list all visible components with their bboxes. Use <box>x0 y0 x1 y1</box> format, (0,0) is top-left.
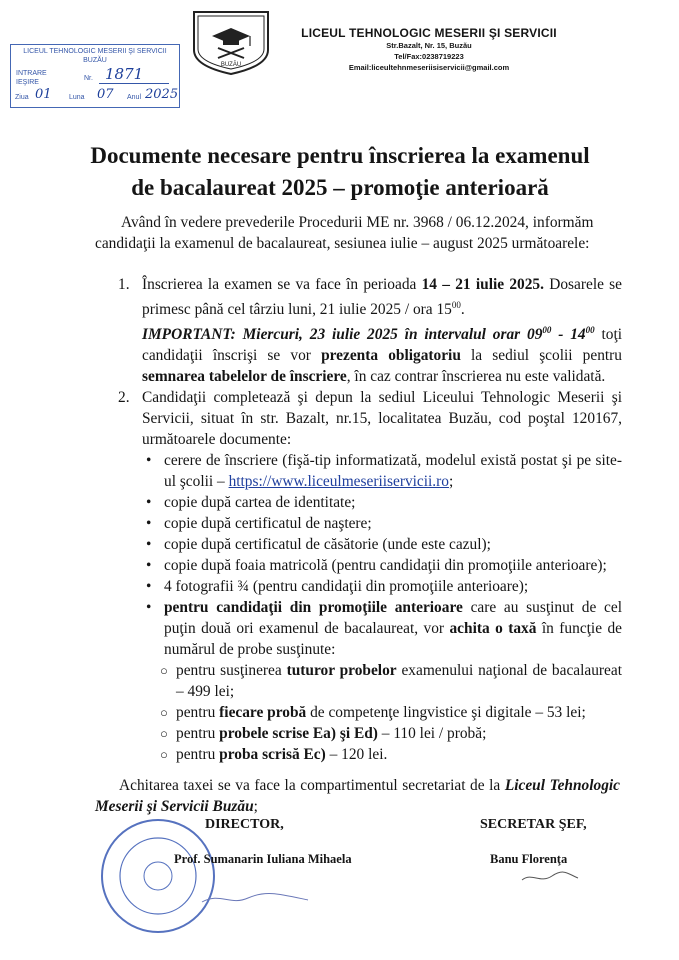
school-name: LICEUL TEHNOLOGIC MESERII ŞI SERVICII <box>301 26 557 40</box>
stamp-direction <box>16 69 47 87</box>
bullet-icon: • <box>146 452 152 470</box>
fee-item: ○ pentru fiecare probă de competenţe lingvistice şi digitale – 53 lei; <box>160 704 586 722</box>
stamp-in-label: INTRARE <box>16 70 47 77</box>
stamp-city: BUZĂU <box>83 57 107 64</box>
requirements-list <box>118 274 622 765</box>
svg-text:BUZĂU: BUZĂU <box>220 62 242 68</box>
stamp-nr-label: Nr. <box>84 75 93 82</box>
bullet-icon: • <box>146 494 152 512</box>
secretary-name: Banu Florenţa <box>490 852 568 866</box>
circle-bullet-icon: ○ <box>160 705 168 721</box>
school-email: Email:liceultehnmeseriisiservicii@gmail.com <box>348 63 510 72</box>
circle-bullet-icon: ○ <box>160 663 168 679</box>
fee-item: ○ pentru proba scrisă Ec) – 120 lei. <box>160 746 388 764</box>
list-item: • cerere de înscriere (fişă-tip informatizată, modelul există postat şi pe site-ul şcolii – https://www.liceulmeseriiservicii.ro; <box>146 452 622 491</box>
bullet-icon: • <box>146 515 152 533</box>
circle-bullet-icon: ○ <box>160 747 168 763</box>
stamp-month-value: 07 <box>97 87 114 102</box>
stamp-title: LICEUL TEHNOLOGIC MESERII ŞI SERVICII <box>23 48 167 55</box>
director-name: Prof. Sumanarin Iuliana Mihaela <box>174 852 352 866</box>
closing-paragraph: Achitarea taxei se va face la compartimentul secretariat de la Liceul Tehnologic Meserii şi Servicii Buzău; <box>95 777 620 815</box>
registration-stamp <box>10 44 180 108</box>
stamp-nr-value: 1871 <box>105 65 144 83</box>
list-item: • pentru candidaţii din promoţiile anterioare care au susţinut de cel puţin două ori examenul de bacalaureat, vor achita o taxă în funcţie de numărul de probe susţinute: <box>146 599 622 659</box>
school-address: Str.Bazalt, Nr. 15, Buzău <box>386 41 472 50</box>
stamp-day-value: 01 <box>35 87 52 102</box>
list-item: • copie după certificatul de naştere; <box>146 515 372 533</box>
bullet-icon: • <box>146 578 152 596</box>
circle-bullet-icon: ○ <box>160 726 168 742</box>
secretary-title: SECRETAR ŞEF, <box>480 817 587 832</box>
director-signature <box>200 888 310 908</box>
list-item: • copie după cartea de identitate; <box>146 494 356 512</box>
list-item-1: 1. Înscrierea la examen se va face în perioada 14 – 21 iulie 2025. Dosarele se primesc până cel târziu luni, 21 iulie 2025 / ora $15^{00}$. IMPORTANT: Miercuri, 23 iulie 2025 în intervalul orar $09^{00} - 14^{00}$ toţi candidaţii înscrişi se vor prezenta obligatoriu la sediul şcolii pentru semnarea tabelelor de înscriere, în caz contrar înscrierea nu este validată. <box>118 276 622 386</box>
stamp-out-label: IEŞIRE <box>16 79 39 86</box>
director-title: DIRECTOR, <box>205 817 284 832</box>
intro-line-1: Având în vedere prevederile Procedurii ME nr. 3968 / 06.12.2024, informăm <box>121 214 594 231</box>
stamp-year-label: Anul <box>127 94 142 101</box>
bullet-icon: • <box>146 536 152 554</box>
stamp-year-value: 2025 <box>145 87 179 102</box>
document-title: Documente necesare pentru înscrierea la examenul de bacalaureat 2025 – promoţie anterioară <box>90 143 590 200</box>
school-logo <box>188 6 274 76</box>
secretary-signature <box>520 868 580 886</box>
list-item: • copie după certificatul de căsătorie (unde este cazul); <box>146 536 491 554</box>
official-seal <box>98 816 218 936</box>
bullet-icon: • <box>146 599 152 617</box>
list-item: • 4 fotografii ¾ (pentru candidaţii din promoţiile anterioare); <box>146 578 529 596</box>
stamp-month-label: Luna <box>69 94 85 101</box>
school-website-link[interactable]: https://www.liceulmeseriiservicii.ro <box>228 473 449 491</box>
school-header <box>284 26 574 73</box>
intro-line-2: candidaţii la examenul de bacalaureat, sesiunea iulie – august 2025 următoarele: <box>95 235 590 252</box>
list-item: • copie după foaia matricolă (pentru candidaţii din promoţiile anterioare); <box>146 557 607 575</box>
stamp-day-label: Ziua <box>15 94 29 101</box>
list-item-2: 2. Candidaţii completează şi depun la sediul Liceului Tehnologic Meserii şi Servicii, situat în str. Bazalt, nr.15, localitatea Buzău, cod poştal 120167, următoarele documente: <box>118 389 622 449</box>
fee-item: ○ pentru susţinerea tuturor probelor examenului naţional de bacalaureat – 499 lei; <box>160 662 622 701</box>
fee-item: ○ pentru probele scrise Ea) şi Ed) – 110 lei / probă; <box>160 725 487 743</box>
school-phone: Tel/Fax:0238719223 <box>394 52 464 61</box>
bullet-icon: • <box>146 557 152 575</box>
